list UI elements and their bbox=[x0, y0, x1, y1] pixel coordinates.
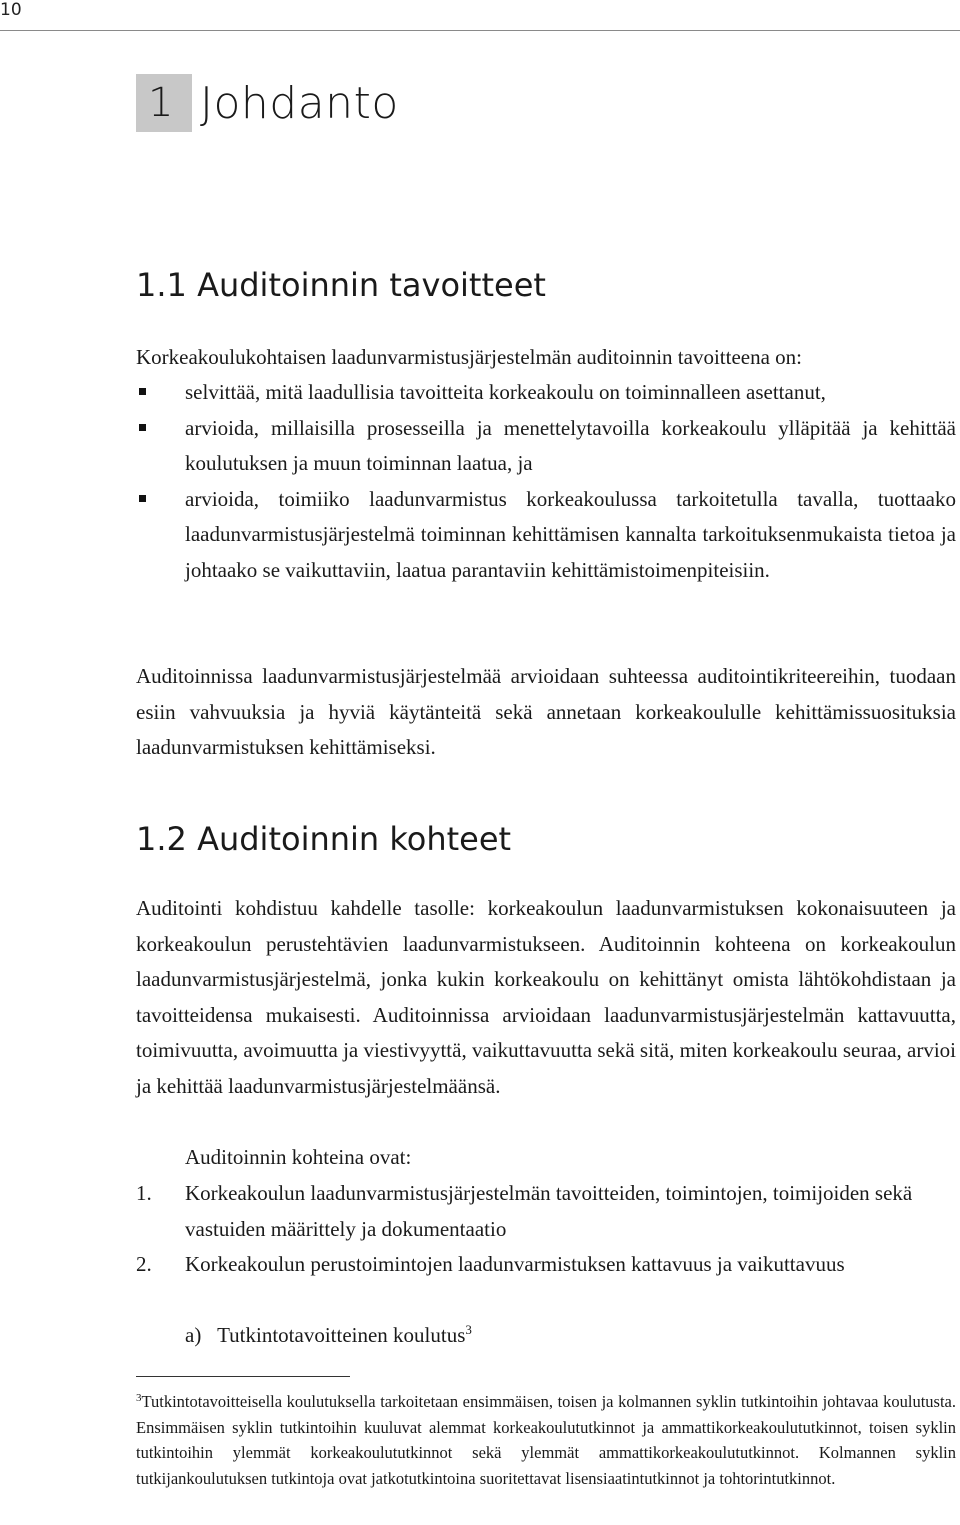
footnote-text: Tutkintotavoitteisella koulutuksella tarkoitetaan ensimmäisen, toisen ja kolmannen syklin tutkintoihin johtavaa koulutusta. Ensimmäisen syklin tutkintoihin kuuluvat alemmat korkeakoulututkinnot ja ammattikorkeakoulututkinnot, toisen syklin tutkintoihin ylemmät korkeakoulututkinnot sekä ylemmät ammattikorkeakoulututkinnot. Kolmannen syklin tutkijankoulutuksen tutkintoja ovat jatkotutkintoina suoritettavat lisensiaatintutkinnot ja tohtorintutkinnot. bbox=[136, 1392, 956, 1488]
sub-list-item bbox=[185, 1318, 472, 1354]
list-item: arvioida, millaisilla prosesseilla ja menettelytavoilla korkeakoulu ylläpitää ja kehittää koulutuksen ja muun toiminnan laatua, ja bbox=[136, 411, 956, 482]
list-number: 2. bbox=[136, 1252, 152, 1276]
goals-bullet-list bbox=[136, 375, 956, 588]
chapter-number: 1 bbox=[136, 74, 192, 132]
footnote-reference[interactable]: 3 bbox=[465, 1322, 472, 1337]
section-heading-goals: 1.1 Auditoinnin tavoitteet bbox=[136, 266, 546, 304]
goals-paragraph: Auditoinnissa laadunvarmistusjärjestelmää arvioidaan suhteessa auditointikriteereihin, tuodaan esiin vahvuuksia ja hyviä käytänteitä sekä annetaan korkeakoululle kehittämissuosituksia laadunvarmistuksen kehittämiseksi. bbox=[136, 664, 956, 759]
list-item bbox=[136, 1176, 956, 1247]
footnote-marker: 3 bbox=[136, 1392, 142, 1404]
footnote-rule bbox=[136, 1376, 350, 1377]
list-item-text: Korkeakoulun laadunvarmistusjärjestelmän tavoitteiden, toimintojen, toimijoiden sekä vastuiden määrittely ja dokumentaatio bbox=[185, 1181, 913, 1241]
footnote bbox=[136, 1389, 956, 1491]
targets-list-intro: Auditoinnin kohteina ovat: bbox=[185, 1145, 412, 1169]
list-item: arvioida, toimiiko laadunvarmistus korkeakoulussa tarkoitetulla tavalla, tuottaako laadunvarmistusjärjestelmä toiminnan kehittämisen kannalta tarkoituksenmukaista tietoa ja johtaako se vaikuttaviin, laatua parantaviin kehittämistoimenpiteisiin. bbox=[136, 482, 956, 589]
list-number: 1. bbox=[136, 1181, 152, 1205]
sub-list-marker: a) bbox=[185, 1323, 202, 1347]
header-rule bbox=[0, 30, 960, 31]
list-item: selvittää, mitä laadullisia tavoitteita korkeakoulu on toiminnalleen asettanut, bbox=[136, 375, 956, 411]
sub-list-text: Tutkintotavoitteinen koulutus bbox=[217, 1323, 466, 1347]
chapter-title: Johdanto bbox=[200, 77, 399, 129]
section-heading-targets: 1.2 Auditoinnin kohteet bbox=[136, 820, 512, 858]
page-number: 10 bbox=[0, 0, 22, 20]
targets-numbered-list bbox=[136, 1176, 956, 1283]
goals-intro: Korkeakoulukohtaisen laadunvarmistusjärjestelmän auditoinnin tavoitteena on: bbox=[136, 345, 802, 369]
list-item bbox=[136, 1247, 956, 1283]
chapter-heading bbox=[136, 74, 399, 132]
targets-paragraph: Auditointi kohdistuu kahdelle tasolle: korkeakoulun laadunvarmistuksen kokonaisuuteen ja korkeakoulun perustehtävien laadunvarmistukseen. Auditoinnin kohteena on korkeakoulun laadunvarmistusjärjestelmä, jonka kukin korkeakoulu on kehittänyt omista lähtökohdistaan ja tavoitteidensa mukaisesti. Auditoinnissa arvioidaan laadunvarmistusjärjestelmän kattavuutta, toimivuutta, avoimuutta ja viestivyyttä, vaikuttavuutta sekä sitä, miten korkeakoulu seuraa, arvioi ja kehittää laadunvarmistusjärjestelmäänsä. bbox=[136, 896, 956, 1098]
list-item-text: Korkeakoulun perustoimintojen laadunvarmistuksen kattavuus ja vaikuttavuus bbox=[185, 1252, 845, 1276]
